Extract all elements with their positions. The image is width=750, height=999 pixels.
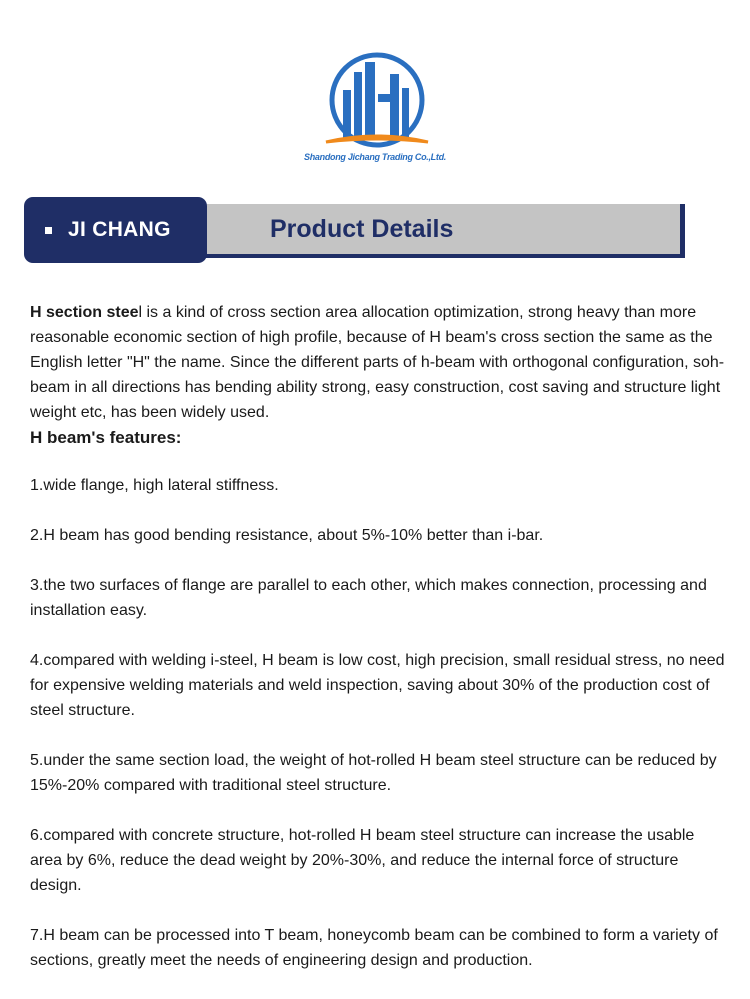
feature-item: 3.the two surfaces of flange are parallel to each other, which makes connection, processing and installation easy.: [30, 577, 707, 619]
logo-bar: [390, 74, 399, 138]
product-details-banner: [24, 197, 664, 263]
logo-bar: [354, 72, 362, 138]
feature-item: 2.H beam has good bending resistance, about 5%-10% better than i-bar.: [30, 527, 544, 544]
product-description: [30, 300, 730, 998]
logo-caption: Shandong Jichang Trading Co.,Ltd.: [304, 152, 446, 162]
features-heading: H beam's features:: [30, 428, 182, 447]
brand-tab: [24, 197, 207, 263]
intro-paragraph: [30, 300, 730, 425]
feature-item: 6.compared with concrete structure, hot-rolled H beam steel structure can increase the usable area by 6%, reduce the dead weight by 20%-30%, and reduce the internal force of structure design.: [30, 827, 695, 894]
logo-bar: [365, 62, 375, 138]
feature-item: 4.compared with welding i-steel, H beam is low cost, high precision, small residual stress, no need for expensive welding materials and weld inspection, saving about 30% of the production cost of steel structure.: [30, 652, 725, 719]
brand-label: JI CHANG: [68, 218, 171, 241]
logo-bar: [378, 94, 390, 102]
feature-item: 5.under the same section load, the weight of hot-rolled H beam steel structure can be reduced by 15%-20% compared with traditional steel structure.: [30, 752, 717, 794]
intro-text: l is a kind of cross section area allocation optimization, strong heavy than more reasonable economic section of high profile, because of H beam's cross section the same as the English letter "H" the name. Since the different parts of h-beam with orthogonal configuration, soh-beam in all directions has bending ability strong, easy construction, cost saving and structure light weight etc, has been widely used.: [30, 304, 725, 421]
logo-swoosh: [326, 136, 428, 142]
logo-bar: [343, 90, 351, 138]
banner-title: Product Details: [270, 215, 454, 243]
feature-item: 1.wide flange, high lateral stiffness.: [30, 477, 279, 494]
logo-bar: [402, 88, 409, 138]
intro-bold-lead: H section stee: [30, 304, 139, 321]
banner-bar: [204, 204, 685, 258]
square-bullet-icon: [45, 227, 52, 234]
feature-item: 7.H beam can be processed into T beam, honeycomb beam can be combined to form a variety of sections, greatly meet the needs of engineering design and production.: [30, 927, 718, 969]
